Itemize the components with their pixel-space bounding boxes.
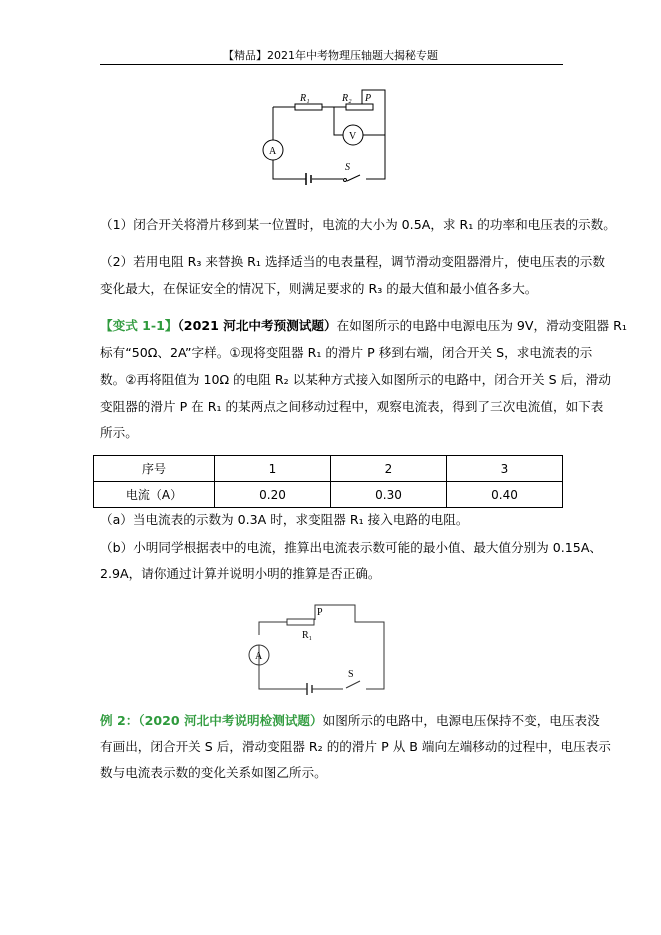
variant-line: 变阻器的滑片 P 在 R₁ 的某两点之间移动过程中，观察电流表，得到了三次电流值，如下表 xyxy=(100,399,604,414)
switch-icon xyxy=(344,179,347,182)
label-p: P xyxy=(317,607,323,618)
resistor-r1 xyxy=(295,104,322,110)
question-b-line: （b）小明同学根据表中的电流，推算出电流表示数可能的最小值、最大值分别为 0.15A、 xyxy=(100,540,603,555)
circuit-diagram-2 xyxy=(249,605,384,695)
table-cell: 序号 xyxy=(94,456,215,482)
label-v: V xyxy=(349,131,357,142)
table-cell: 3 xyxy=(447,456,563,482)
page-header: 【精品】2021年中考物理压轴题大揭秘专题 xyxy=(223,49,438,62)
label-p: P xyxy=(365,93,372,104)
example2-line xyxy=(100,713,600,729)
table-cell: 0.30 xyxy=(331,482,447,508)
example2-source: （2020 河北中考说明检测试题） xyxy=(138,713,323,728)
variant-tag: 【变式 1-1】 xyxy=(100,318,178,333)
rheostat-r2 xyxy=(346,104,373,110)
table-cell: 2 xyxy=(331,456,447,482)
label-s: S xyxy=(348,669,354,680)
label-a: A xyxy=(269,146,277,157)
label-s: S xyxy=(345,162,350,173)
variant-text: 在如图所示的电路中电源电压为 9V，滑动变阻器 R₁ xyxy=(336,318,627,333)
question-b-line: 2.9A，请你通过计算并说明小明的推算是否正确。 xyxy=(100,566,381,581)
variant-source: （2021 河北中考预测试题） xyxy=(177,318,337,333)
variant-line: 所示。 xyxy=(100,425,138,440)
question-1: （1）闭合开关将滑片移到某一位置时，电流的大小为 0.5A，求 R₁ 的功率和电压表的示数。 xyxy=(100,217,616,232)
rheostat-r1 xyxy=(287,619,314,625)
label-r2: R₂ xyxy=(342,93,352,104)
variant-line: 标有“50Ω、2A”字样。①现将变阻器 R₁ 的滑片 P 移到右端，闭合开关 S，求电流表的示 xyxy=(100,345,593,360)
table-row xyxy=(94,456,563,482)
variant-line xyxy=(100,318,627,334)
question-a: （a）当电流表的示数为 0.3A 时，求变阻器 R₁ 接入电路的电阻。 xyxy=(100,512,469,527)
battery-icon xyxy=(307,683,312,695)
table-cell: 电流（A） xyxy=(94,482,215,508)
label-a: A xyxy=(255,651,263,662)
table-cell: 1 xyxy=(215,456,331,482)
question-2-line: 变化最大，在保证安全的情况下，则满足要求的 R₃ 的最大值和最小值各多大。 xyxy=(100,281,538,296)
example2-line: 数与电流表示数的变化关系如图乙所示。 xyxy=(100,765,327,780)
table-row xyxy=(94,482,563,508)
circuit-diagram-1 xyxy=(263,90,385,185)
example2-text: 如图所示的电路中，电源电压保持不变，电压表没 xyxy=(322,713,600,728)
question-2-line: （2）若用电阻 R₃ 来替换 R₁ 选择适当的电表量程，调节滑动变阻器滑片，使电压表的示数 xyxy=(100,254,605,269)
label-r1: R₁ xyxy=(300,93,310,104)
battery-icon xyxy=(306,173,311,185)
variant-line: 数。②再将阻值为 10Ω 的电阻 R₂ 以某种方式接入如图所示的电路中，闭合开关 S 后，滑动 xyxy=(100,372,611,387)
table-cell: 0.40 xyxy=(447,482,563,508)
example2-tag: 例 2： xyxy=(100,713,139,728)
label-r1: R₁ xyxy=(302,630,313,641)
table-cell: 0.20 xyxy=(215,482,331,508)
current-table xyxy=(93,455,563,508)
example2-line: 有画出，闭合开关 S 后，滑动变阻器 R₂ 的的滑片 P 从 B 端向左端移动的过程中，电压表示 xyxy=(100,739,611,754)
